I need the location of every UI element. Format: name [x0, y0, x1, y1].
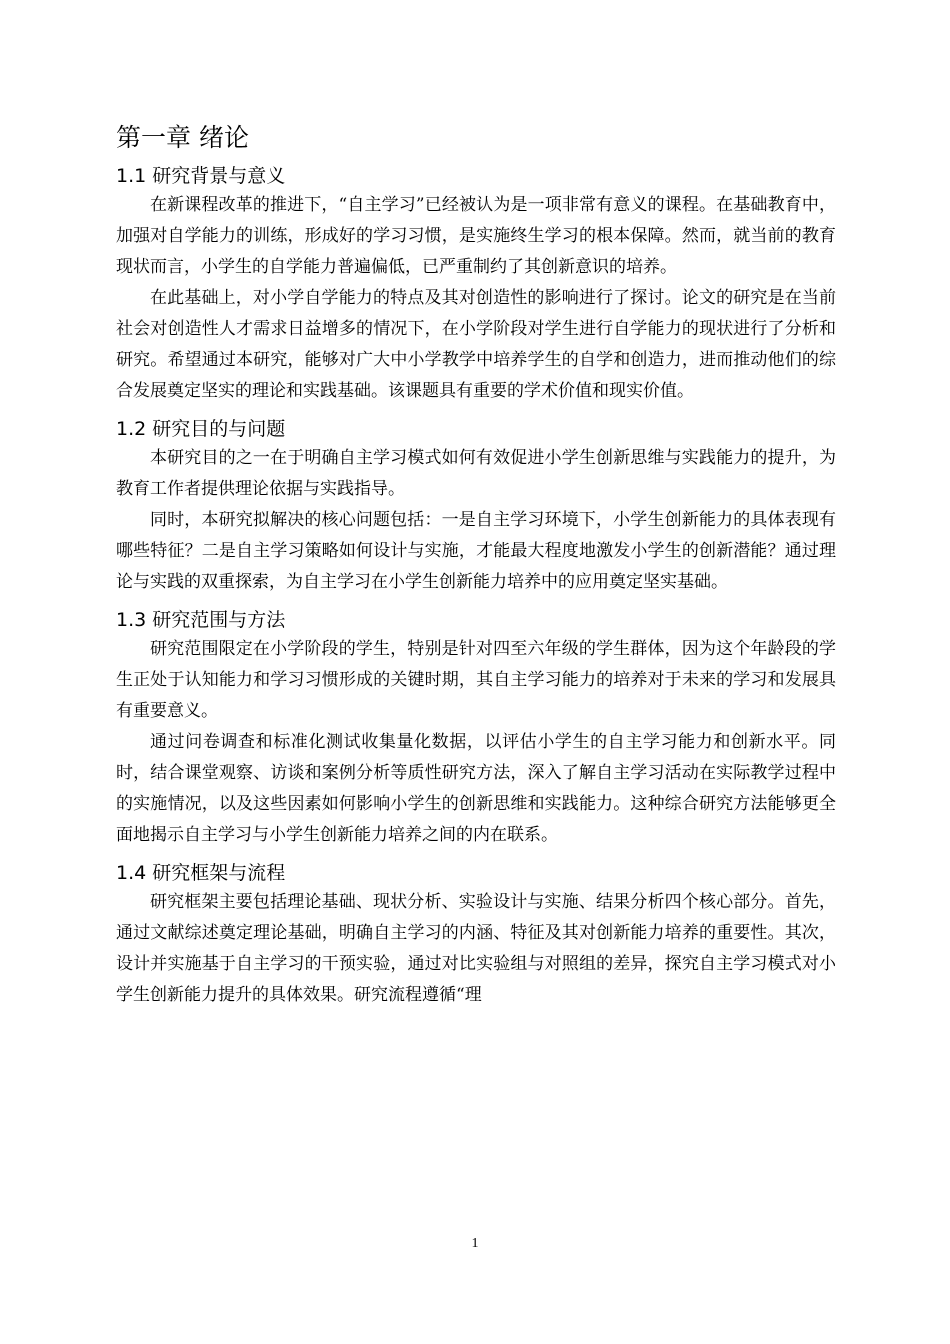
document-page	[116, 118, 836, 1019]
section-1-4	[116, 859, 836, 1011]
section-title: 1.2 研究目的与问题	[116, 418, 286, 440]
paragraph: 研究范围限定在小学阶段的学生，特别是针对四至六年级的学生群体，因为这个年龄段的学生正处于认知能力和学习习惯形成的关键时期，其自主学习能力的培养对于未来的学习和发展具有重要意义。	[116, 639, 836, 721]
paragraph: 在此基础上，对小学自学能力的特点及其对创造性的影响进行了探讨。论文的研究是在当前社会对创造性人才需求日益增多的情况下，在小学阶段对学生进行自学能力的现状进行了分析和研究。希望通过本研究，能够对广大中小学教学中培养学生的自学和创造力，进而推动他们的综合发展奠定坚实的理论和实践基础。该课题具有重要的学术价值和现实价值。	[116, 288, 836, 401]
section-title: 1.3 研究范围与方法	[116, 609, 286, 631]
section-title: 1.1 研究背景与意义	[116, 165, 286, 187]
paragraph: 通过问卷调查和标准化测试收集量化数据，以评估小学生的自主学习能力和创新水平。同时，结合课堂观察、访谈和案例分析等质性研究方法，深入了解自主学习活动在实际教学过程中的实施情况，以及这些因素如何影响小学生的创新思维和实践能力。这种综合研究方法能够更全面地揭示自主学习与小学生创新能力培养之间的内在联系。	[116, 732, 836, 845]
chapter-title: 第一章 绪论	[116, 123, 249, 152]
section-title: 1.4 研究框架与流程	[116, 862, 286, 884]
section-1-2	[116, 415, 836, 598]
paragraph: 在新课程改革的推进下，“自主学习”已经被认为是一项非常有意义的课程。在基础教育中，加强对自学能力的训练，形成好的学习习惯，是实施终生学习的根本保障。然而，就当前的教育现状而言，小学生的自学能力普遍偏低，已严重制约了其创新意识的培养。	[116, 195, 836, 277]
paragraph: 研究框架主要包括理论基础、现状分析、实验设计与实施、结果分析四个核心部分。首先，通过文献综述奠定理论基础，明确自主学习的内涵、特征及其对创新能力培养的重要性。其次，设计并实施基于自主学习的干预实验，通过对比实验组与对照组的差异，探究自主学习模式对小学生创新能力提升的具体效果。研究流程遵循“理	[116, 892, 836, 1005]
paragraph: 本研究目的之一在于明确自主学习模式如何有效促进小学生创新思维与实践能力的提升，为教育工作者提供理论依据与实践指导。	[116, 448, 836, 499]
section-1-3	[116, 606, 836, 851]
paragraph: 同时，本研究拟解决的核心问题包括：一是自主学习环境下，小学生创新能力的具体表现有哪些特征？二是自主学习策略如何设计与实施，才能最大程度地激发小学生的创新潜能？通过理论与实践的双重探索，为自主学习在小学生创新能力培养中的应用奠定坚实基础。	[116, 510, 836, 592]
section-1-1	[116, 162, 836, 407]
page-number: 1	[471, 1236, 479, 1251]
